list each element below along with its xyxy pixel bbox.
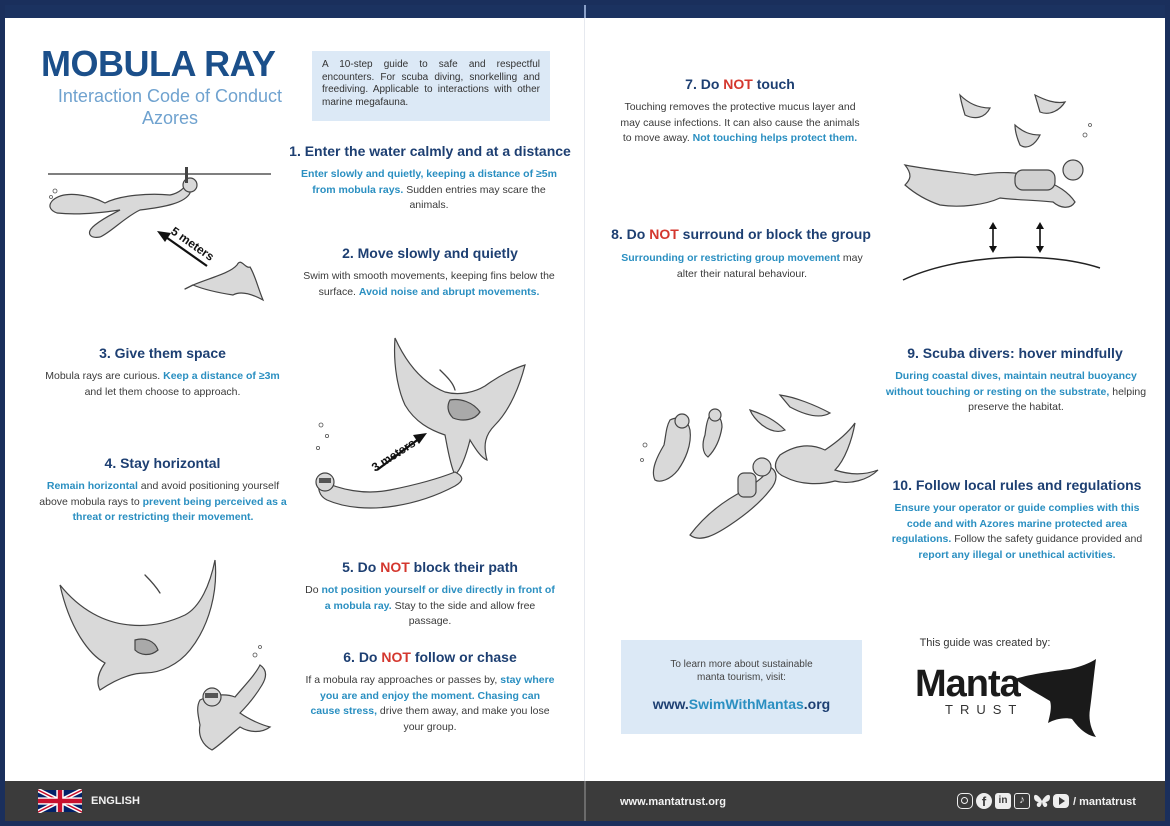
- step-4-heading: 4. Stay horizontal: [104, 455, 221, 471]
- youtube-icon[interactable]: [1053, 794, 1069, 808]
- step-3-highlight: Keep a distance of ≥3m: [163, 370, 280, 382]
- learn-more-line-2: manta tourism, visit:: [697, 672, 786, 683]
- step-5-highlight: not position yourself or dive directly in front of a mobula ray.: [321, 584, 555, 612]
- step-10-highlight-1: Ensure your operator or guide complies with this code and with Azores marine protected area regulations.: [891, 502, 1140, 545]
- url-suffix: .org: [803, 696, 831, 712]
- page-subtitle: [25, 85, 315, 129]
- step-3-heading: 3. Give them space: [99, 345, 226, 361]
- bluesky-icon[interactable]: [1033, 793, 1051, 809]
- step-1-body: Sudden entries may scare the animals.: [403, 183, 546, 211]
- url-highlight: SwimWithMantas: [688, 696, 804, 712]
- page-title: MOBULA RAY: [41, 43, 276, 84]
- instagram-icon[interactable]: [957, 793, 973, 809]
- learn-more-line-1: To learn more about sustainable: [670, 659, 813, 670]
- step-5-heading: [295, 559, 565, 575]
- step-6-text: [305, 673, 555, 735]
- step-7-text: [617, 100, 863, 147]
- step-6-heading-post: follow or chase: [410, 649, 517, 665]
- step-9-body: helping preserve the habitat.: [968, 385, 1147, 413]
- step-5-text: [305, 583, 555, 630]
- learn-more-text: [621, 658, 862, 684]
- step-10-text: [889, 501, 1145, 563]
- step-2-highlight: Avoid noise and abrupt movements.: [358, 285, 540, 298]
- created-by-label: This guide was created by:: [919, 637, 1051, 649]
- step-10-body: Follow the safety guidance provided and: [951, 533, 1143, 545]
- step-4-highlight-2: prevent being perceived as a threat or restricting their movement.: [72, 495, 287, 523]
- snorkeler-5m-illustration: [45, 155, 275, 305]
- step-8-heading-not: NOT: [649, 226, 679, 242]
- label-5-meters: 5 meters: [168, 223, 217, 264]
- step-7-highlight: Not touching helps protect them.: [692, 132, 858, 144]
- step-5-heading-post: block their path: [409, 559, 518, 575]
- step-10-heading: 10. Follow local rules and regulations: [892, 477, 1142, 493]
- step-6-heading-not: NOT: [381, 649, 411, 665]
- step-8-heading-post: surround or block the group: [678, 226, 871, 242]
- step-8-heading-pre: 8. Do: [611, 226, 650, 242]
- step-7-heading-post: touch: [752, 76, 795, 92]
- step-9-highlight: During coastal dives, maintain neutral buoyancy without touching or resting on the substrate,: [885, 370, 1137, 398]
- step-5-body-1: Do: [305, 584, 322, 596]
- step-5-heading-pre: 5. Do: [342, 559, 381, 575]
- language-label[interactable]: ENGLISH: [91, 795, 140, 807]
- step-4-highlight-1: Remain horizontal: [46, 480, 138, 492]
- divers-group-illustration: [630, 385, 885, 545]
- step-7-heading: [610, 76, 870, 92]
- step-6-body-1: If a mobula ray approaches or passes by,: [305, 674, 501, 686]
- step-9-heading: 9. Scuba divers: hover mindfully: [907, 345, 1123, 361]
- step-8-body: may alter their natural behaviour.: [676, 252, 863, 280]
- social-handle[interactable]: / mantatrust: [1073, 796, 1136, 808]
- subtitle-line-2: Azores: [141, 108, 199, 128]
- step-5-heading-not: NOT: [380, 559, 410, 575]
- url-prefix: www.: [652, 696, 689, 712]
- subtitle-line-1: Interaction Code of Conduct: [57, 86, 283, 106]
- step-6-highlight: stay where you are and enjoy the moment. Chasing can cause stress,: [310, 674, 555, 717]
- linkedin-icon[interactable]: in: [995, 793, 1011, 809]
- step-8-heading: [605, 226, 877, 242]
- step-6-heading: [295, 649, 565, 665]
- step-6-heading-pre: 6. Do: [343, 649, 382, 665]
- diver-3m-illustration: [305, 330, 545, 530]
- step-7-heading-not: NOT: [723, 76, 753, 92]
- step-8-highlight: Surrounding or restricting group movement: [621, 252, 840, 264]
- center-fold: [584, 18, 585, 781]
- step-2-body: Swim with smooth movements, keeping fins below the surface.: [303, 270, 555, 298]
- top-bar: [5, 5, 1165, 18]
- uk-flag-icon: [38, 789, 82, 813]
- footer-website-link[interactable]: www.mantatrust.org: [620, 796, 726, 808]
- facebook-icon[interactable]: f: [976, 793, 992, 809]
- step-10-highlight-2: report any illegal or unethical activities.: [918, 548, 1116, 561]
- intro-box: A 10-step guide to safe and respectful encounters. For scuba diving, snorkelling and freediving. Applicable to interactions with other marine megafauna.: [312, 51, 550, 121]
- step-4-text: [37, 479, 289, 526]
- step-3-text: [40, 369, 285, 400]
- swimwithmantas-link[interactable]: [621, 696, 862, 712]
- step-1-heading: 1. Enter the water calmly and at a distance: [289, 143, 571, 159]
- manta-trust-logo-icon: [1010, 659, 1100, 739]
- logo-word-manta: Manta: [915, 663, 1020, 705]
- step-4-body: and avoid positioning yourself above mobula rays to: [39, 480, 280, 508]
- footer-bar: [5, 781, 1165, 821]
- step-1-highlight: Enter slowly and quietly, keeping a distance of ≥5m from mobula rays.: [301, 168, 557, 196]
- step-3-body-1: Mobula rays are curious.: [45, 370, 164, 382]
- logo-word-trust: TRUST: [945, 702, 1024, 717]
- brochure-page: [5, 5, 1165, 821]
- step-1-text: [293, 167, 565, 214]
- step-9-text: [885, 369, 1147, 416]
- manta-overhead-illustration: [50, 555, 280, 755]
- learn-more-box: [621, 640, 862, 734]
- step-2-text: [290, 269, 568, 300]
- tiktok-icon[interactable]: ♪: [1014, 793, 1030, 809]
- step-8-text: [617, 251, 867, 282]
- step-5-body-2: Stay to the side and allow free passage.: [391, 599, 536, 627]
- diver-hover-illustration: [895, 90, 1105, 285]
- label-3-meters: 3 meters: [369, 435, 419, 475]
- step-2-heading: 2. Move slowly and quietly: [342, 245, 518, 261]
- step-3-body-2: and let them choose to approach.: [84, 385, 241, 398]
- step-7-body: Touching removes the protective mucus layer and may cause infections. It can also cause the animals to move away.: [620, 101, 860, 144]
- step-7-heading-pre: 7. Do: [685, 76, 724, 92]
- step-6-body-2: drive them away, and make you lose your group.: [377, 705, 550, 733]
